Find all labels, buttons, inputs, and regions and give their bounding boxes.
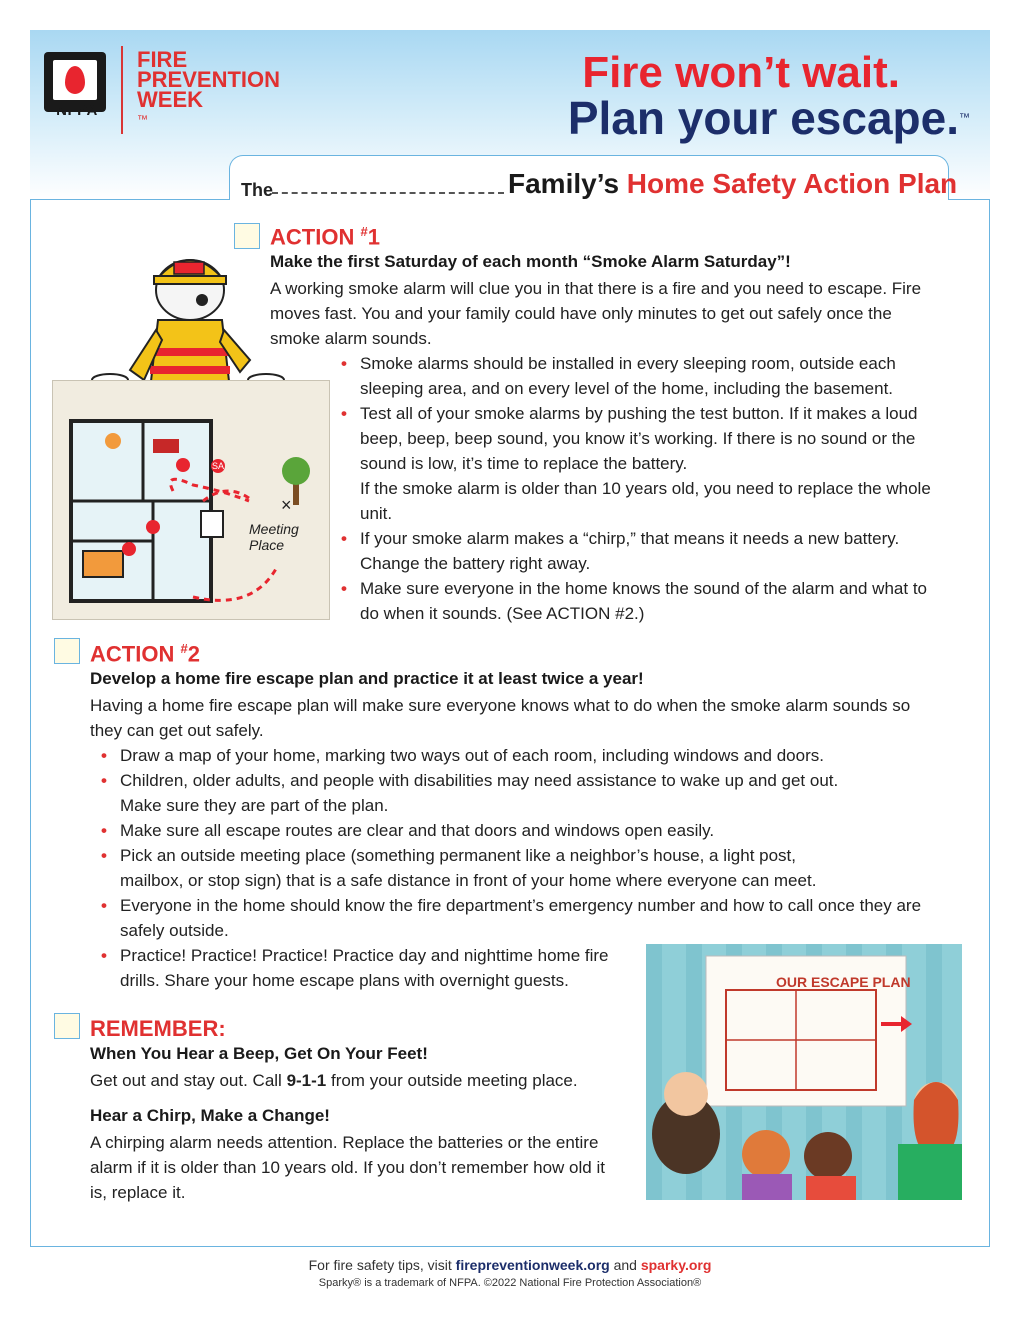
tagline-fire-wont-wait: Fire won’t wait. <box>582 48 900 97</box>
fpw-line2: PREVENTION <box>137 67 281 92</box>
list-item: • Test all of your smoke alarms by pushing the test button. If it makes a loud beep, beep, beep sound, you know it’s working. If there is no sound or the sound is low, it’s time to replace the battery. If the smoke alarm is older than 10 years old, you need to replace the whole unit. <box>341 401 931 526</box>
frame-top-line-left <box>30 199 230 200</box>
family-escape-plan-illustration <box>646 944 962 1200</box>
action1-heading: ACTION #1 <box>270 224 380 250</box>
list-item: • Make sure all escape routes are clear and that doors and windows open easily. <box>101 818 931 843</box>
action1-intro: A working smoke alarm will clue you in that there is a fire and you need to escape. Fire moves fast. You and your family could have only minutes to get out safely once the smoke alarm sounds. <box>270 279 922 348</box>
list-item: • If your smoke alarm makes a “chirp,” that means it needs a new battery. Change the battery right away. <box>341 526 931 576</box>
logo-divider <box>121 46 123 134</box>
action1-bullet-list <box>341 351 931 626</box>
list-item: • Pick an outside meeting place (something permanent like a neighbor’s house, a light post, mailbox, or stop sign) that is a safe distance in front of your home where everyone can meet. <box>101 843 840 893</box>
floor-plan-illustration <box>52 380 330 620</box>
remember-text2: A chirping alarm needs attention. Replace the batteries or the entire alarm if it is older than 10 years old. If you don’t remember how old it is, replace it. <box>90 1133 605 1202</box>
title-prefix: The <box>241 180 274 200</box>
action2-subheading: Develop a home fire escape plan and practice it at least twice a year! <box>90 669 644 688</box>
remember-sub2: Hear a Chirp, Make a Change! <box>90 1106 330 1125</box>
remember-checkbox[interactable] <box>54 1013 80 1039</box>
remember-text1: Get out and stay out. Call 9-1-1 from your outside meeting place. <box>90 1071 578 1090</box>
family-name-blank[interactable] <box>272 192 504 194</box>
smoke-alarm-badge: SA <box>211 461 224 471</box>
list-item: • Practice! Practice! Practice! Practice day and nighttime home fire drills. Share your home escape plans with overnight guests. <box>101 943 630 993</box>
svg-text:×: × <box>281 495 292 515</box>
remember-heading: REMEMBER: <box>90 1016 226 1041</box>
action1-checkbox[interactable] <box>234 223 260 249</box>
fpw-line3: WEEK ™ <box>137 87 203 126</box>
fpw-link[interactable]: firepreventionweek.org <box>455 1257 610 1273</box>
list-item: • Children, older adults, and people with disabilities may need assistance to wake up and get out. Make sure they are part of the plan. <box>101 768 880 818</box>
action2-intro: Having a home fire escape plan will make sure everyone knows what to do when the smoke alarm sounds so they can get out safely. <box>90 696 911 740</box>
list-item: • Draw a map of your home, marking two ways out of each room, including windows and doors. <box>101 743 931 768</box>
remember-sub1: When You Hear a Beep, Get On Your Feet! <box>90 1044 428 1063</box>
action2-checkbox[interactable] <box>54 638 80 664</box>
flame-icon <box>65 66 85 94</box>
footer-trademark: Sparky® is a trademark of NFPA. ©2022 National Fire Protection Association® <box>318 1277 702 1289</box>
list-item: • Make sure everyone in the home knows the sound of the alarm and what to do when it sounds. (See ACTION #2.) <box>341 576 931 626</box>
action2-heading: ACTION #2 <box>90 641 200 667</box>
footer-links: For fire safety tips, visit firepreventionweek.org and sparky.org <box>308 1257 712 1273</box>
tagline-plan-your-escape: Plan your escape.™ <box>567 92 970 144</box>
fpw-line1: FIRE <box>137 47 188 72</box>
fire-prevention-week-logo <box>137 47 297 130</box>
escape-plan-poster-title: OUR ESCAPE PLAN <box>776 974 911 990</box>
nfpa-logo-text: NFPA <box>56 102 98 119</box>
meeting-place-label: Meeting Place <box>249 521 299 553</box>
page-title: Family’s Home Safety Action Plan <box>508 168 958 199</box>
sparky-link[interactable]: sparky.org <box>640 1257 712 1273</box>
action1-subheading: Make the first Saturday of each month “Smoke Alarm Saturday”! <box>270 252 791 271</box>
list-item: • Everyone in the home should know the fire department’s emergency number and how to call once they are safely outside. <box>101 893 931 943</box>
list-item: • Smoke alarms should be installed in every sleeping room, outside each sleeping area, and on every level of the home, including the basement. <box>341 351 931 401</box>
